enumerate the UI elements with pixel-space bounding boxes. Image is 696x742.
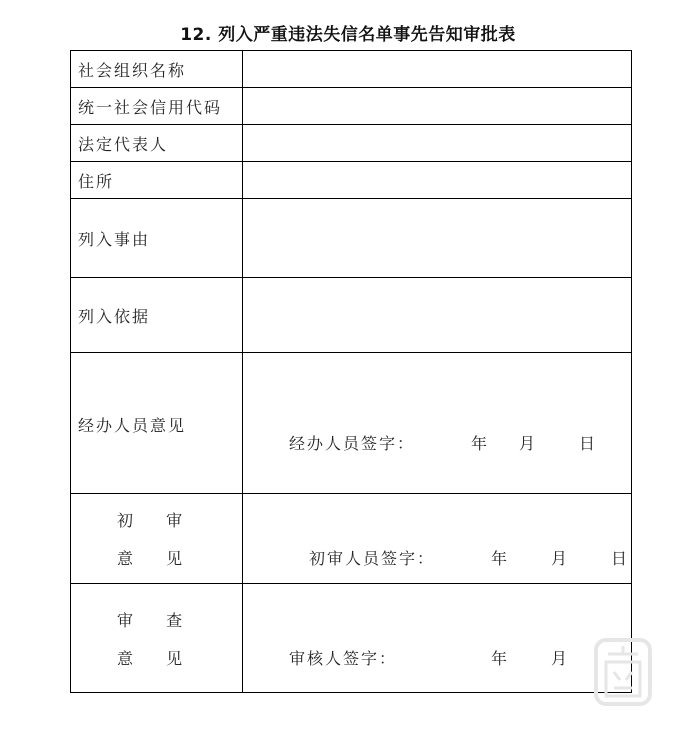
year-label: 年 <box>491 549 510 568</box>
month-label: 月 <box>551 649 570 668</box>
handler-opinion-field[interactable] <box>243 353 632 494</box>
address-label: 住所 <box>71 162 243 199</box>
table-row <box>71 125 632 162</box>
legal-rep-field[interactable] <box>243 125 632 162</box>
first-review-line1: 初 审 <box>117 511 197 530</box>
year-label: 年 <box>491 649 510 668</box>
review-line1: 审 查 <box>117 611 197 630</box>
review-label <box>71 584 243 693</box>
address-field[interactable] <box>243 162 632 199</box>
reason-field[interactable] <box>243 199 632 278</box>
watermark-logo-icon <box>588 632 658 712</box>
review-field[interactable] <box>243 584 632 693</box>
review-sign-label: 审核人签字： <box>289 649 398 668</box>
table-row <box>71 278 632 353</box>
first-review-label <box>71 494 243 584</box>
credit-code-field[interactable] <box>243 88 632 125</box>
basis-field[interactable] <box>243 278 632 353</box>
table-row <box>71 584 632 693</box>
first-review-sign-label: 初审人员签字： <box>309 549 436 568</box>
day-label: 日 <box>611 549 630 568</box>
org-name-field[interactable] <box>243 51 632 88</box>
reason-label: 列入事由 <box>71 199 243 278</box>
table-row <box>71 353 632 494</box>
handler-sign-label: 经办人员签字： <box>289 434 416 453</box>
page-title: 12. 列入严重违法失信名单事先告知审批表 <box>180 25 516 45</box>
day-label: 日 <box>579 434 598 453</box>
table-row <box>71 162 632 199</box>
month-label: 月 <box>519 434 538 453</box>
first-review-line2: 意 见 <box>117 549 197 568</box>
basis-label: 列入依据 <box>71 278 243 353</box>
table-row <box>71 199 632 278</box>
handler-opinion-label: 经办人员意见 <box>71 353 243 494</box>
table-row <box>71 88 632 125</box>
month-label: 月 <box>551 549 570 568</box>
org-name-label: 社会组织名称 <box>71 51 243 88</box>
year-label: 年 <box>471 434 490 453</box>
review-line2: 意 见 <box>117 649 197 668</box>
table-row <box>71 494 632 584</box>
legal-rep-label: 法定代表人 <box>71 125 243 162</box>
credit-code-label: 统一社会信用代码 <box>71 88 243 125</box>
first-review-field[interactable] <box>243 494 632 584</box>
table-row <box>71 51 632 88</box>
approval-form-table <box>70 50 632 693</box>
